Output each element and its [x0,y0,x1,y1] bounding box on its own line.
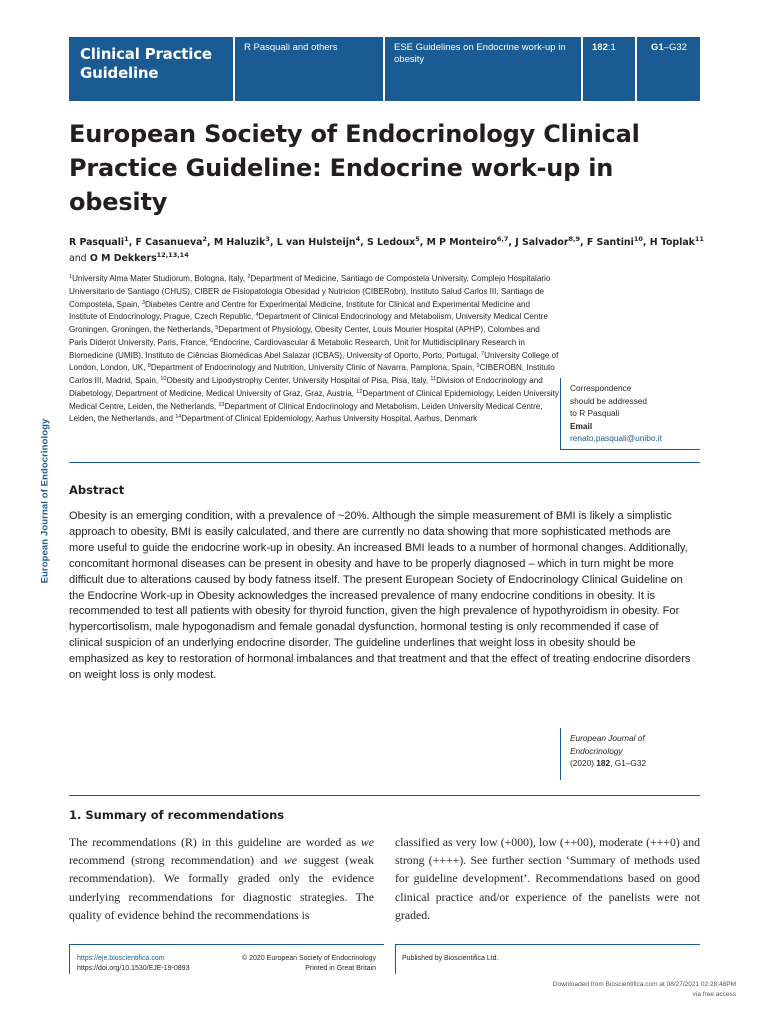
corr-line3: to R Pasquali [570,408,620,418]
body-text: The recommendations (R) in this guideline are worded as [69,835,361,849]
email-label: Email [570,420,593,431]
correspondence-box [560,378,700,450]
divider [69,795,700,796]
email-link[interactable]: renato.pasquali@unibo.it [570,433,662,443]
affiliation-text: University College of London, London, UK, [69,350,559,373]
copyright-text: © 2020 European Society of Endocrinology [242,955,376,962]
header-pages [637,37,700,101]
affiliation-text: Department of Endocrinology and Nutrition, University Clinic of Navarra, Pamplona, Spain, [150,363,477,373]
footer-divider [69,944,384,945]
citation-journal-line1: European Journal of [570,733,645,743]
author-affiliation-marker: 8,9 [568,235,580,243]
author-affiliation-marker: 11 [694,235,704,243]
badge-line1: Clinical Practice [80,45,212,63]
divider [69,462,700,463]
author-affiliation-marker: 2 [202,235,207,243]
doi-link[interactable]: https://doi.org/10.1530/EJE-19-0893 [77,965,190,972]
author-affiliation-marker: 1 [124,235,129,243]
affiliation-text: Obesity and Lipodystrophy Center, University Hospital of Pisa, Pisa, Italy, [166,376,431,385]
footer-copyright [210,954,376,974]
citation-box [560,728,700,780]
author-name: R Pasquali [69,237,125,248]
affiliations [69,273,559,426]
header-short-title: ESE Guidelines on Endocrine work-up in obesity [385,37,581,101]
badge-line2: Guideline [80,64,159,82]
author-name: F Casanueva [135,237,203,248]
affiliation-text: Department of Physiology, Obesity Center, Louis Mourier Hospital (APHP), Colombes and Paris Diderot University, Paris, France, [69,325,540,347]
body-column-left [69,833,374,924]
author-affiliation-marker: 5 [415,235,420,243]
affiliation-number: 5 [215,325,219,331]
affiliation-text: Department of Clinical Endocrinology and Metabolism, Leiden University Medical Centre, Leiden, the Netherlands, and [69,401,543,424]
affiliation-number: 6 [210,337,214,344]
footer-divider [395,944,700,945]
affiliation-number: 2 [247,274,251,280]
author-affiliation-marker: 10 [633,235,643,243]
affiliation-text: Department of Clinical Epidemiology, Aarhus University Hospital, Aarhus, Denmark [181,414,478,424]
body-column-right: classified as very low (+000), low (++00), moderate (+++0) and strong (++++). See further section ‘Summary of methods used for guideline development’. Recommendations based on good clinical practice and/or experience of the panelists were not graded. [395,835,700,922]
author-list [69,235,709,267]
author-affiliation-marker: 4 [355,235,361,243]
authors-and: and [69,253,87,264]
author-separator: , [642,237,650,248]
abstract-heading: Abstract [69,483,125,497]
author-separator: , [360,237,367,248]
citation-pages: , G1–G32 [610,758,647,768]
author-separator: , [419,237,427,248]
affiliation-number: 1 [69,274,73,280]
author-separator: , [128,237,136,248]
body-emphasis: we [283,853,298,868]
affiliation-number: 14 [175,414,182,421]
affiliation-number: 3 [141,299,145,306]
affiliation-number: 4 [255,312,259,319]
affiliation-text: Department of Clinical Epidemiology, Leiden University Medical Centre, Leiden, the Netherlands, [69,388,559,411]
affiliation-number: 13 [218,401,225,408]
author-affiliation-marker: 6,7 [496,235,509,243]
affiliation-number: 12 [356,388,363,395]
affiliation-text: Department of Medicine, Santiago de Compostela University, Complejo Hospitalario Universitario de Santiago (CHUS), CIBER de Fisiopatologia Obesidad y Nutricion (CIBERobn), Instituto Salud Carlos III, Santiago de Compostela, Spain, [69,274,551,309]
journal-url-link[interactable]: https://eje.bioscientifica.com [77,955,165,962]
affiliation-text: Department of Clinical Endocrinology and Metabolism, University Medical Centre Groningen, Groningen, the Netherlands, [69,312,548,334]
citation-year: (2020) [570,758,597,768]
body-text: recommend (strong recommendation) and [69,853,284,868]
author-separator: , [579,237,587,248]
issue-number: :1 [607,42,616,53]
citation-journal-line2: Endocrinology [570,745,623,756]
footer-divider [69,944,70,974]
affiliation-text: Diabetes Centre and Centre for Experimental Medicine, Institute for Clinical and Experimental Medicine and Institute of Endocrinology, Prague, Czech Republic, [69,299,531,322]
downloaded-text: Downloaded from Bioscientifica.com at 08/27/2021 02:28:48PM [552,981,736,988]
download-notice [456,980,736,1000]
footer-publisher: Published by Bioscientifica Ltd. [402,955,499,962]
author-separator: , [206,237,214,248]
volume-number: 182 [592,42,608,53]
affiliation-number: 10 [160,376,167,382]
author-separator: , [508,237,516,248]
side-journal-name: European Journal of Endocrinology [39,418,51,584]
pages-start: G1 [651,42,664,53]
author-name: F Santini [586,237,634,248]
article-title: European Society of Endocrinology Clinical Practice Guideline: Endocrine work-up in obesity [69,120,640,216]
author-name: M Haluzik [213,237,266,248]
author-affiliation-marker: 3 [265,235,270,243]
author-affiliation-marker: 12,13,14 [156,251,189,259]
affiliation-number: 7 [481,350,485,357]
header-authors: R Pasquali and others [235,37,383,101]
section-heading: 1. Summary of recommendations [69,808,285,822]
corr-line2: should be addressed [570,395,648,406]
affiliation-text: Division of Endocrinology and Diabetology, Department of Medicine, Medical University of Graz, Graz, Austria, [69,376,543,398]
author-name: S Ledoux [366,237,416,248]
header-volume [583,37,635,101]
author-name: L van Hulsteijn [276,237,356,248]
author-name: H Toplak [649,237,695,248]
affiliation-text: CIBEROBN, Instituto Carlos III, Madrid, Spain, [69,363,555,385]
affiliation-number: 11 [430,376,437,382]
body-text: suggest (weak recommendation). We formally graded only the evidence underlying recommendations for diagnostic strategies. The quality of evidence behind the recommendations is [69,853,375,922]
footer-links [77,954,189,974]
guideline-badge [69,37,233,101]
author-name: M P Monteiro [426,237,497,248]
citation-volume: 182 [596,758,611,768]
affiliation-text: Endocrine, Cardiovascular & Metabolic Research, Unit for Multidisciplinary Research in Biomedicine (UMIB), Instituto de Ciências Biomédicas Abel Salazar (ICBAS), University of Oporto, Porto, Portugal, [69,337,525,360]
body-emphasis: we [360,835,374,849]
affiliation-text: University Alma Mater Studiorum, Bologna, Italy, [72,274,248,283]
author-name: J Salvador [515,237,569,248]
printed-text: Printed in Great Britain [305,965,376,972]
affiliation-number: 8 [147,363,151,370]
pages-end: –G32 [663,42,687,53]
affiliation-number: 9 [476,363,480,370]
corr-line1: Correspondence [570,383,632,393]
author-separator: , [269,237,277,248]
abstract-text: Obesity is an emerging condition, with a prevalence of ~20%. Although the simple measurement of BMI is likely a simplistic approach to obesity, BMI is easily calculated, and there are currently no data showing that more sophisticated methods are more useful to guide the endocrine work-up in obesity. An increased BMI leads to a number of hormonal changes. Additionally, concomitant hormonal diseases can be present in obesity and have to be properly diagnosed – which in turn might be more difficult due to alterations caused by body fatness itself. The present European Society of Endocrinology Clinical Guideline on the Endocrine Work-up in Obesity acknowledges the increased prevalence of many endocrine conditions in obesity. It is recommended to test all patients with obesity for thyroid function, given the high prevalence of hypothyroidism in obesity. For hypercortisolism, male hypogonadism and female gonadal dysfunction, hormonal testing is only recommended if case of clinical suspicion of an underlying endocrine disorder. The guideline underlines that weight loss in obesity should be emphasized as key to restoration of hormonal imbalances and that treatment and that the effect of treating endocrine disorders on weight loss is only modest. [69,510,691,682]
access-text: via free access [692,991,736,998]
author-name: O M Dekkers [89,253,157,264]
footer-divider [395,944,396,974]
